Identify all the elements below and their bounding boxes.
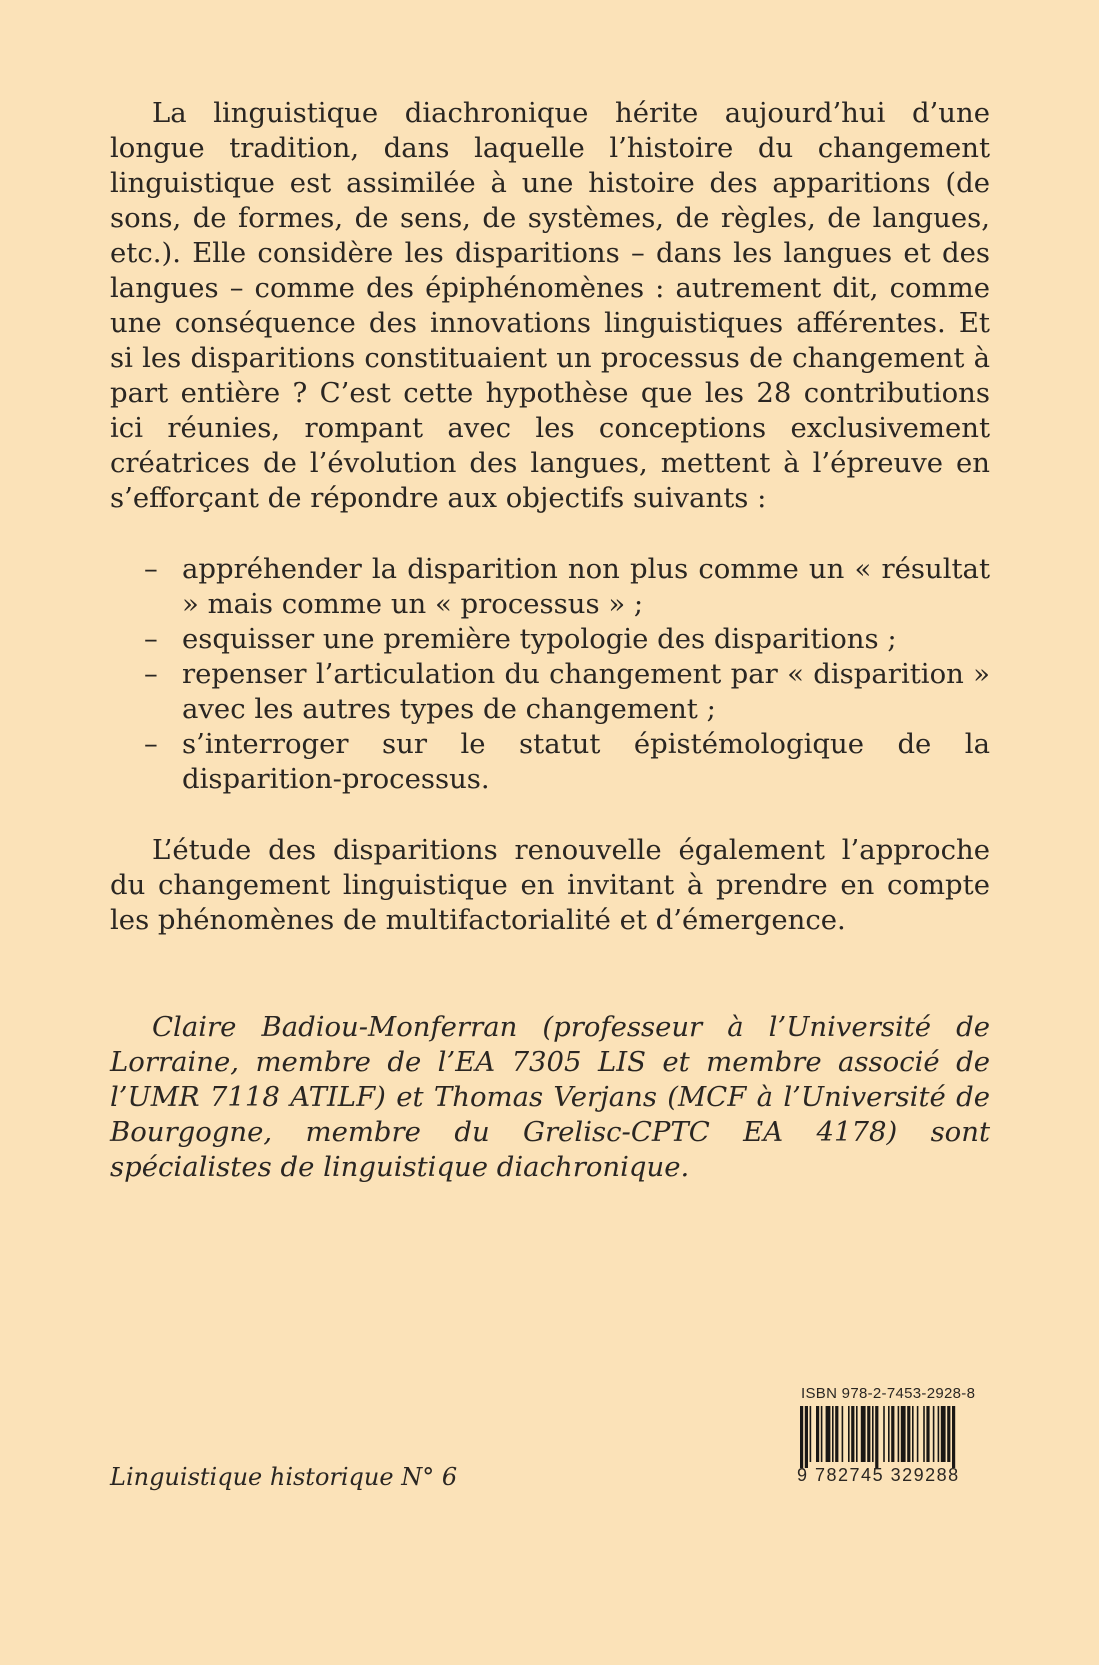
intro-paragraph: La linguistique diachronique hérite aujourd’hui d’une longue tradition, dans laquelle l’histoire du changement linguistique est assimilée à une histoire des apparitions (de sons, de formes, de sens, de systèmes, de règles, de langues, etc.). Elle considère les disparitions – dans les langues et des langues – comme des épiphénomènes : autrement dit, comme une conséquence des innovations linguistiques afférentes. Et si les disparitions constituaient un processus de changement à part entière ? C’est cette hypothèse que les 28 contributions ici réunies, rompant avec les conceptions exclusivement créatrices de l’évolution des langues, mettent à l’épreuve en s’efforçant de répondre aux objectifs suivants :	[110, 97, 990, 514]
isbn-label: ISBN 978-2-7453-2928-8	[801, 1385, 976, 1402]
barcode-bar	[917, 1406, 919, 1462]
barcode-bar	[856, 1406, 858, 1462]
barcode-bar	[810, 1406, 812, 1462]
barcode-bar	[805, 1406, 808, 1468]
barcode-bar	[941, 1406, 946, 1462]
authors-note: Claire Badiou-Monferran (professeur à l’Université de Lorraine, membre de l’EA 7305 LIS et membre associé de l’UMR 7118 ATILF) et Thomas Verjans (MCF à l’Université de Bourgogne, membre du Grelisc-CPTC EA 4178) sont spécialistes de linguistique diachronique.	[110, 1011, 990, 1183]
barcode-bar	[938, 1406, 940, 1462]
barcode-bar	[933, 1406, 935, 1462]
barcode-bar	[867, 1406, 870, 1462]
barcode-bar	[875, 1406, 878, 1468]
list-item	[144, 727, 990, 797]
barcode-bar	[901, 1406, 906, 1462]
list-dash: –	[144, 728, 158, 760]
barcode-icon	[797, 1406, 1000, 1468]
barcode-digits: 9 782745 329288	[797, 1465, 960, 1485]
barcode-bar	[842, 1406, 844, 1462]
barcode-bar	[926, 1406, 929, 1462]
list-item	[144, 552, 990, 622]
barcode-bar	[907, 1406, 910, 1462]
barcode-bar	[816, 1406, 819, 1462]
barcode-bar	[835, 1406, 838, 1462]
barcode-bar	[821, 1406, 823, 1462]
barcode-bar	[883, 1406, 885, 1462]
objective-text: s’interroger sur le statut épistémologique de la disparition-processus.	[182, 728, 990, 795]
barcode-bar	[891, 1406, 894, 1462]
objective-text: esquisser une première typologie des disparitions ;	[182, 623, 897, 655]
barcode-block	[797, 1386, 1000, 1484]
barcode-bar	[800, 1406, 803, 1468]
barcode-bar	[888, 1406, 890, 1462]
barcode-bar	[947, 1406, 950, 1462]
barcode-bar	[861, 1406, 866, 1462]
series-label: Linguistique historique N° 6	[110, 1463, 458, 1491]
objective-text: repenser l’articulation du changement par « disparition » avec les autres types de changement ;	[182, 658, 990, 725]
barcode-bar	[912, 1406, 914, 1462]
objective-text: appréhender la disparition non plus comme un « résultat » mais comme un « processus » ;	[182, 553, 990, 620]
barcode-bar	[952, 1406, 955, 1468]
barcode-bar	[872, 1406, 874, 1462]
barcode-bar	[826, 1406, 831, 1462]
list-item	[144, 622, 990, 657]
back-cover-text	[110, 96, 990, 1185]
list-dash: –	[144, 623, 158, 655]
list-dash: –	[144, 553, 158, 585]
list-dash: –	[144, 658, 158, 690]
list-item	[144, 657, 990, 727]
barcode-bar	[923, 1406, 925, 1462]
second-paragraph: L’étude des disparitions renouvelle également l’approche du changement linguistique en invitant à prendre en compte les phénomènes de multifactorialité et d’émergence.	[110, 834, 990, 936]
barcode-bar	[851, 1406, 854, 1462]
barcode-bar	[832, 1406, 834, 1462]
barcode-bar	[848, 1406, 850, 1462]
objectives-list	[110, 552, 990, 797]
barcode-bar	[898, 1406, 900, 1462]
